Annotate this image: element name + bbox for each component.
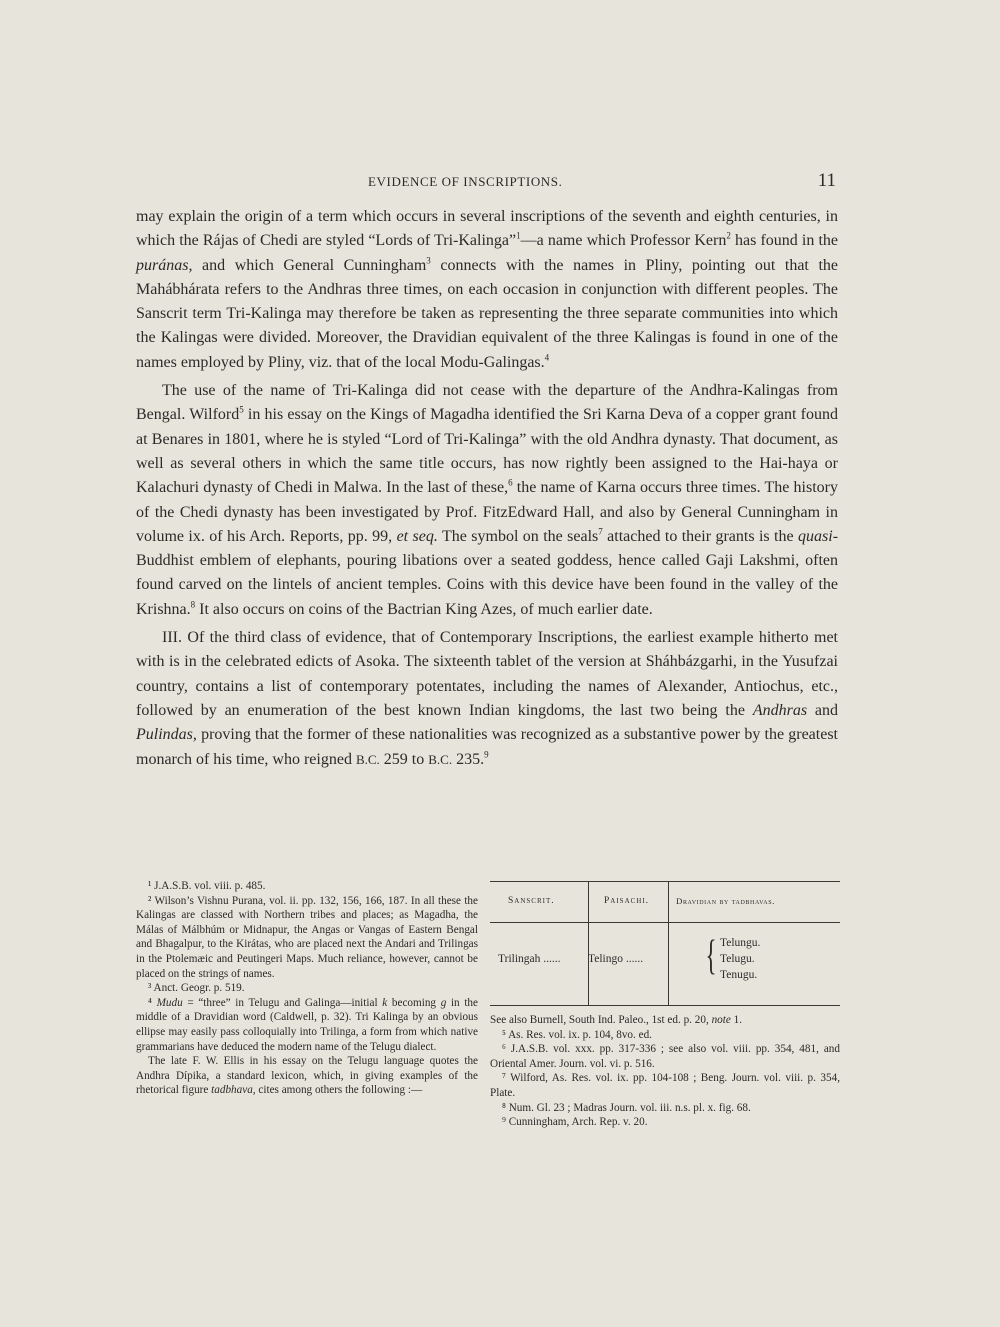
main-text bbox=[136, 205, 838, 772]
table-header-paisachi: Paisachi. bbox=[604, 896, 650, 906]
footnote-3: ³ Anct. Geogr. p. 519. bbox=[148, 982, 245, 995]
footnote-ref: 8 bbox=[190, 599, 196, 610]
footnote-2: ² Wilson’s Vishnu Purana, vol. ii. pp. 132, 156, 166, 187. In all these the Kalingas are classed with Northern tribes and places; as Magadha, the Málas of Málbhúm or Midnapur, the Angas or Vangas of Eastern Bengal and Bhagalpur, to the Kirátas, who are placed next the Andari and Trilingas in the Ptolemæic and Peutingeri Maps. Much reliance, however, cannot be placed on the strings of names. bbox=[136, 894, 478, 980]
footnote-5: ⁵ As. Res. vol. ix. p. 104, 8vo. ed. bbox=[502, 1028, 652, 1041]
footnote-ref: 7 bbox=[598, 526, 603, 537]
footnote-ref: 4 bbox=[544, 352, 550, 363]
footnote-ellis: The late F. W. Ellis in his essay on the Telugu language quotes the Andhra Dípika, a standard lexicon, which, in giving examples of the rhetorical figure tadbhava, cites among others the following :— bbox=[136, 1055, 478, 1097]
page-number: 11 bbox=[817, 170, 836, 191]
table-cell-dravidian: Tenugu. bbox=[720, 969, 758, 981]
table-divider bbox=[668, 882, 669, 1005]
footnote-ref: 3 bbox=[426, 255, 431, 266]
footnote-7: ⁷ Wilford, As. Res. vol. ix. pp. 104-108 ; Beng. Journ. vol. viii. p. 354, Plate. bbox=[490, 1072, 840, 1099]
footnote-ref: 5 bbox=[239, 405, 244, 416]
footnotes-left bbox=[136, 879, 478, 1098]
table-cell-dravidian: Telugu. bbox=[720, 953, 755, 965]
brace-glyph: { bbox=[705, 933, 717, 979]
table-header-dravidian: Dravidian by tadbhavas. bbox=[676, 896, 775, 906]
table-header-sanscrit: Sanscrit. bbox=[508, 896, 555, 906]
footnote-ref: 1 bbox=[516, 230, 521, 241]
table-divider bbox=[588, 882, 589, 1005]
footnotes-right bbox=[490, 1013, 840, 1130]
running-head: EVIDENCE OF INSCRIPTIONS. bbox=[368, 174, 563, 189]
footnote-4: ⁴ Mudu = “three” in Telugu and Galinga—initial k becoming g in the middle of a Dravidian word (Caldwell, p. 32). Tri Kalinga by an obvious ellipse may easily pass colloquially into Trilinga, a form from which native grammarians have deduced the modern name of the Telugu dialect. bbox=[136, 996, 478, 1053]
paragraph-chedi-dynasty: The use of the name of Tri-Kalinga did not cease with the departure of the Andhra-Kalingas from Bengal. Wilford$^5$ in his essay on the Kings of Magadha identified the Sri Karna Deva of a copper grant found at Benares in 1801, where he is styled “Lord of Tri-Kalinga” with the old Andhra dynasty. That document, as well as several others in which the same title occurs, has now rightly been assigned to the Hai-haya or Kalachuri dynasty of Chedi in Malwa. In the last of these,$^6$ the name of Karna occurs three times. The history of the Chedi dynasty has been investigated by Prof. FitzEdward Hall, and also by General Cunningham in volume ix. of his Arch. Reports, pp. 99, et seq. The symbol on the seals$^7$ attached to their grants is the quasi-Buddhist emblem of elephants, pouring libations over a seated goddess, hence called Gaji Lakshmi, often found carved on the lintels of ancient temples. Coins with this device have been found in the valley of the Krishna.$^8$ It also occurs on coins of the Bactrian King Azes, of much earlier date. bbox=[136, 382, 839, 618]
footnote-1: ¹ J.A.S.B. vol. viii. p. 485. bbox=[148, 880, 266, 892]
page-header bbox=[136, 170, 836, 196]
table-cell-sanscrit: Trilingah ...... bbox=[498, 953, 561, 965]
footnote-6: ⁶ J.A.S.B. vol. xxx. pp. 317-336 ; see also vol. viii. pp. 354, 481, and Oriental Amer. Journ. vol. vi. p. 516. bbox=[490, 1043, 840, 1070]
tadbhava-table bbox=[490, 881, 840, 1006]
table-cell-paisachi: Telingo ...... bbox=[588, 953, 644, 965]
footnote-8: ⁸ Num. Gl. 23 ; Madras Journ. vol. iii. n.s. pl. x. fig. 68. bbox=[502, 1101, 751, 1114]
footnote-9: ⁹ Cunningham, Arch. Rep. v. 20. bbox=[502, 1116, 648, 1129]
footnote-ref: 9 bbox=[484, 749, 489, 760]
footnote-ref: 2 bbox=[726, 230, 731, 241]
paragraph-inscriptions: III. Of the third class of evidence, that of Contemporary Inscriptions, the earliest example hitherto met with is in the celebrated edicts of Asoka. The sixteenth tablet of the version at Sháhbázgarhi, in the Yusufzai country, contains a list of contemporary potentates, including the names of Alexander, Antiochus, etc., followed by an enumeration of the best known Indian kingdoms, the last two being the Andhras and Pulindas, proving that the former of these nationalities was recognized as a substantive power by the greatest monarch of his time, who reigned B.C. 259 to B.C. 235.$^9$ bbox=[136, 629, 839, 768]
paragraph-tri-kalinga: may explain the origin of a term which occurs in several inscriptions of the seventh and eighth centuries, in which the Rájas of Chedi are styled “Lords of Tri-Kalinga”$^1$—a name which Professor Kern$^2$ has found in the puránas, and which General Cunningham$^3$ connects with the names in Pliny, pointing out that the Mahábhárata refers to the Andhras three times, on each occasion in conjunction with different peoples. The Sanscrit term Tri-Kalinga may therefore be taken as representing the three separate communities into which the Kalingas were divided. Moreover, the Dravidian equivalent of the three Kalingas is found in one of the names employed by Pliny, viz. that of the local Modu-Galingas.$^4$ bbox=[136, 208, 839, 371]
footnote-see-also: See also Burnell, South Ind. Paleo., 1st ed. p. 20, note 1. bbox=[490, 1014, 743, 1026]
table-cell-dravidian: Telungu. bbox=[720, 937, 761, 949]
footnote-ref: 6 bbox=[508, 477, 513, 488]
